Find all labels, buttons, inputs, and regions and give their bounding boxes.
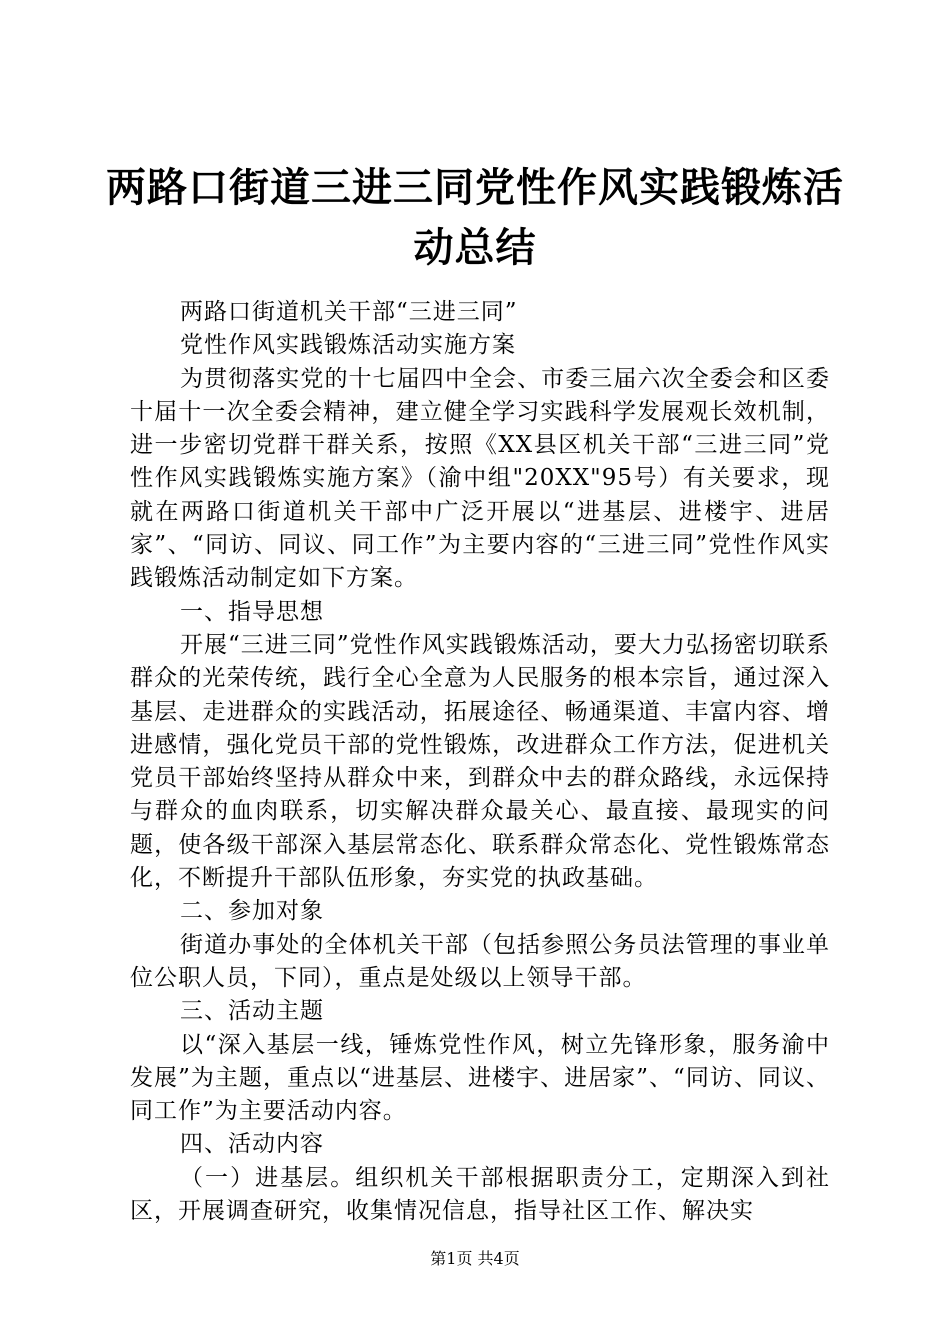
section-heading: 一、指导思想 — [180, 598, 324, 625]
section-heading: 四、活动内容 — [180, 1131, 324, 1158]
paragraph: 两路口街道机关干部“三进三同” — [180, 299, 518, 325]
page-footer: 第1页 共4页 — [430, 1249, 520, 1268]
paragraph: 为贯彻落实党的十七届四中全会、市委三届六次全委会和区委十届十一次全委会精神，建立健全学习实践科学发展观长效机制，进一步密切党群干群关系，按照《XX县区机关干部“三进三同”党性作风实践锻炼实施方案》（渝中组"20XX"95号）有关要求，现就在两路口街道机关干部中广泛开展以“进基层、进楼宇、进居家”、“同访、同议、同工作”为主要内容的“三进三同”党性作风实践锻炼活动制定如下方案。 — [130, 365, 830, 592]
paragraph: （一）进基层。组织机关干部根据职责分工，定期深入到社区，开展调查研究，收集情况信息，指导社区工作、解决实 — [130, 1164, 830, 1225]
document-body — [130, 296, 830, 1228]
document-title: 两路口街道三进三同党性作风实践锻炼活动总结 — [106, 164, 844, 271]
section-heading: 三、活动主题 — [180, 998, 324, 1025]
paragraph: 街道办事处的全体机关干部（包括参照公务员法管理的事业单位公职人员，下同），重点是处级以上领导干部。 — [130, 931, 830, 991]
section-heading: 二、参加对象 — [180, 898, 324, 925]
paragraph: 以“深入基层一线，锤炼党性作风，树立先锋形象，服务渝中发展”为主题，重点以“进基层、进楼宇、进居家”、“同访、同议、同工作”为主要活动内容。 — [130, 1031, 830, 1125]
paragraph: 开展“三进三同”党性作风实践锻炼活动，要大力弘扬密切联系群众的光荣传统，践行全心全意为人民服务的根本宗旨，通过深入基层、走进群众的实践活动，拓展途径、畅通渠道、丰富内容、增进感情，强化党员干部的党性锻炼，改进群众工作方法，促进机关党员干部始终坚持从群众中来，到群众中去的群众路线，永远保持与群众的血肉联系，切实解决群众最关心、最直接、最现实的问题，使各级干部深入基层常态化、联系群众常态化、党性锻炼常态化，不断提升干部队伍形象，夯实党的执政基础。 — [130, 631, 830, 892]
paragraph: 党性作风实践锻炼活动实施方案 — [180, 332, 516, 359]
